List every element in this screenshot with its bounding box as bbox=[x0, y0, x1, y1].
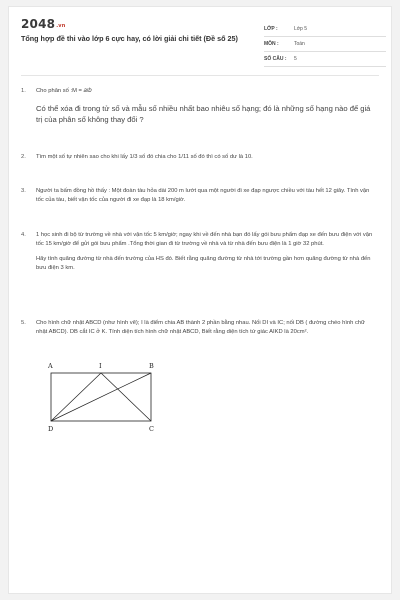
segment-ic bbox=[101, 373, 151, 421]
label-d: D bbox=[48, 425, 54, 433]
logo-main: 2048 bbox=[21, 17, 56, 31]
header-divider bbox=[21, 75, 379, 76]
question-prompt bbox=[36, 87, 373, 96]
label-i: I bbox=[99, 362, 102, 370]
rectangle-diagram bbox=[39, 361, 169, 436]
question-text: Có thể xóa đi trong tử số và mẫu số nhiều nhất bao nhiêu số hạng; đó là những số hạng nào để giá trị của phân số không thay đổi ? bbox=[36, 103, 371, 124]
question-number: 3. bbox=[21, 188, 26, 194]
label-c: C bbox=[149, 425, 154, 433]
question-2 bbox=[21, 153, 373, 169]
document-page bbox=[8, 6, 392, 594]
meta-key: SỐ CÂU : bbox=[264, 56, 287, 62]
label-a: A bbox=[48, 362, 53, 370]
meta-value: Lớp 5 bbox=[294, 26, 308, 32]
meta-row-subject bbox=[264, 37, 386, 52]
logo-sub: .vn bbox=[56, 23, 66, 29]
question-number: 4. bbox=[21, 232, 26, 238]
question-number: 1. bbox=[21, 88, 26, 94]
meta-key: LỚP : bbox=[264, 26, 278, 32]
rectangle-figure bbox=[39, 361, 169, 436]
meta-table bbox=[264, 22, 386, 67]
segment-db bbox=[51, 373, 151, 421]
question-text: 1 học sinh đi bộ từ trường về nhà với vận tốc 5 km/giờ; ngay khi về đến nhà bạn đó lấy gói bưu phẩm đạp xe đến bưu điện với vận tốc 15 km/giờ để gửi gói bưu phẩm .Tổng thời gian đi từ trường về nhà và từ nhà đến bưu điện là 1 giờ 32 phút. bbox=[36, 232, 373, 247]
question-1 bbox=[21, 87, 373, 132]
site-logo[interactable] bbox=[21, 17, 66, 31]
document-title: Tổng hợp đề thi vào lớp 6 cực hay, có lời giải chi tiết (Đề số 25) bbox=[21, 34, 238, 43]
prompt-math: :M = 𝑎/𝑏 bbox=[70, 88, 92, 94]
meta-value: 5 bbox=[294, 56, 297, 62]
segment-di bbox=[51, 373, 101, 421]
question-5 bbox=[21, 319, 373, 343]
meta-key: MÔN : bbox=[264, 41, 279, 47]
question-text: Người ta bấm đồng hồ thấy : Một đoàn tàu hỏa dài 200 m lướt qua một người đi xe đạp ngược chiều với tàu hết 12 giây. Tính vận tốc của tàu, biết vận tốc của người đi xe đạp là 18 km/giờ. bbox=[36, 188, 370, 203]
meta-value: Toán bbox=[294, 41, 305, 47]
meta-row-count bbox=[264, 52, 386, 67]
question-number: 2. bbox=[21, 154, 26, 160]
question-3 bbox=[21, 187, 373, 211]
question-number: 5. bbox=[21, 320, 26, 326]
prompt-prefix: Cho phân số bbox=[36, 88, 69, 94]
question-4 bbox=[21, 231, 373, 279]
label-b: B bbox=[149, 362, 154, 370]
meta-row-class bbox=[264, 22, 386, 37]
question-text: Cho hình chữ nhật ABCD (như hình vẽ); I là điểm chia AB thành 2 phần bằng nhau. Nối DI và IC; nối DB ( đường chéo hình chữ nhật ABCD). DB cắt IC ở K. Tính diện tích hình chữ nhật ABCD, Biết rằng diện tích tứ giác AIKD là 20cm². bbox=[36, 320, 366, 335]
question-text-2: Hãy tính quãng đường từ nhà đến trường của HS đó. Biết rằng quãng đường từ nhà tới trường gần hơn quãng đường từ nhà đến bưu điện 3 km. bbox=[36, 256, 371, 271]
question-text: Tìm một số tự nhiên sao cho khi lấy 1/3 số đó chia cho 1/11 số đó thì có số dư là 10. bbox=[36, 154, 253, 160]
